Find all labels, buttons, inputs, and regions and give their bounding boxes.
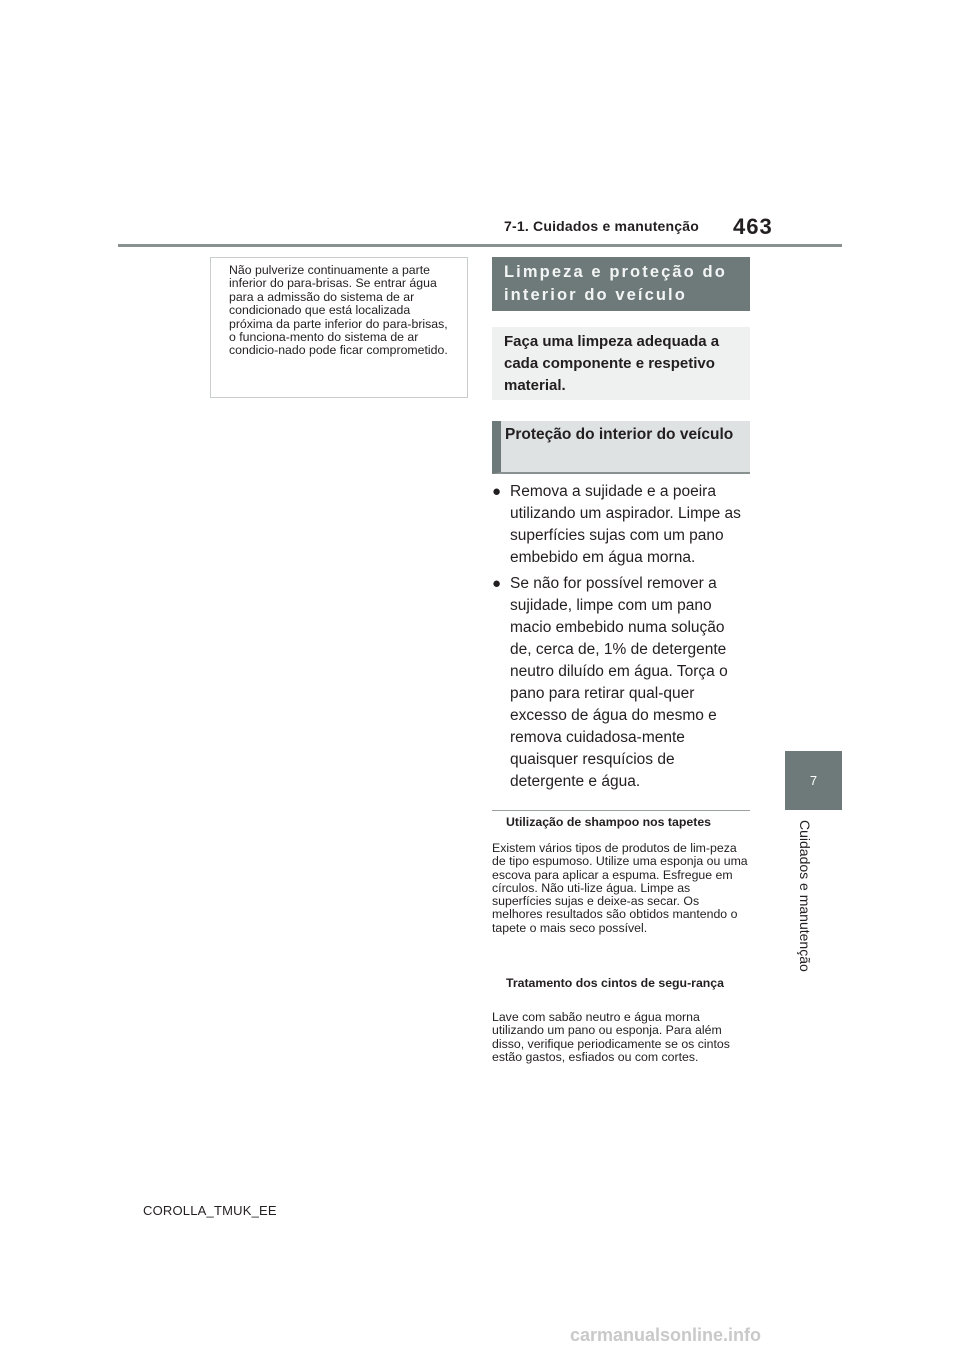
section-heading: Limpeza e proteção do interior do veículo xyxy=(492,257,750,311)
bullet-item xyxy=(492,481,750,569)
bullet-dot-icon: ● xyxy=(492,575,502,592)
watermark-link[interactable]: carmanualsonline.info xyxy=(570,1325,762,1345)
seatbelt-care-title: Tratamento dos cintos de segu-rança xyxy=(506,976,724,990)
chapter-side-title: Cuidados e manutenção xyxy=(797,820,813,972)
section-label: 7-1. Cuidados e manutenção xyxy=(504,218,700,234)
carpet-shampoo-title: Utilização de shampoo nos tapetes xyxy=(506,815,711,829)
bullet-dot-icon: ● xyxy=(492,483,502,500)
document-code: COROLLA_TMUK_EE xyxy=(143,1203,277,1218)
subsection-divider xyxy=(492,810,750,811)
chapter-number: 7 xyxy=(809,773,818,788)
bullet-item xyxy=(492,573,750,793)
caution-text: Não pulverize continuamente a parte inferior do para-brisas. Se entrar água para a admissão do sistema de ar condicionado que está localizada próxima da parte inferior do para-brisas, o funciona-mento do sistema de ar condicio-nado pode ficar comprometido. xyxy=(229,263,448,358)
subsection-heading: Proteção do interior do veículo xyxy=(492,421,750,474)
carpet-shampoo-text: Existem vários tipos de produtos de lim-peza de tipo espumoso. Utilize uma esponja ou uma escova para aplicar a espuma. Esfregue em círculos. Não uti-lize água. Limpe as superfícies sujas e deixe-as secar. Os melhores resultados são obtidos mantendo o tapete o mais seco possível. xyxy=(492,841,748,935)
header-divider xyxy=(118,244,842,247)
bullet-text: Se não for possível remover a sujidade, limpe com um pano macio embebido numa solução de, cerca de, 1% de detergente neutro diluído em água. Torça o pano para retirar qual-quer excesso de água do mesmo e remova cuidadosa-mente quaisquer resquícios de detergente e água. xyxy=(510,575,728,790)
intro-box: Faça uma limpeza adequada a cada componente e respetivo material. xyxy=(492,327,750,400)
caution-box xyxy=(210,257,468,398)
seatbelt-care-text: Lave com sabão neutro e água morna utilizando um pano ou esponja. Para além disso, verifique periodicamente se os cintos estão gastos, esfiados ou com cortes. xyxy=(492,1010,730,1064)
page-number: 463 xyxy=(733,214,773,239)
bullet-text: Remova a sujidade e a poeira utilizando um aspirador. Limpe as superfícies sujas com um pano embebido em água morna. xyxy=(510,483,741,566)
chapter-tab xyxy=(785,751,842,810)
